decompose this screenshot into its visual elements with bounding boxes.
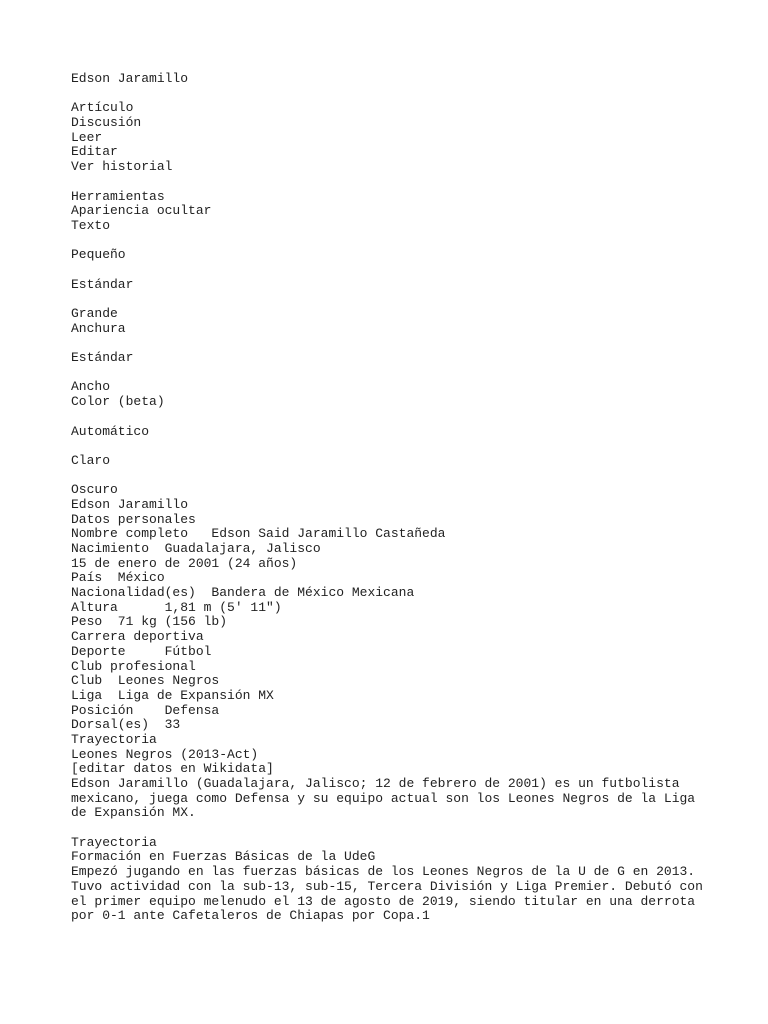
text-size-option-grande[interactable]: Grande bbox=[71, 306, 118, 321]
tab-discusion[interactable]: Discusión bbox=[71, 115, 142, 131]
article-page bbox=[71, 72, 711, 924]
spacer bbox=[71, 410, 711, 425]
tab-ver-historial[interactable]: Ver historial bbox=[71, 159, 173, 175]
spacer bbox=[71, 469, 711, 484]
infobox-peso: Peso 71 kg (156 lb) bbox=[71, 614, 228, 630]
color-option-claro[interactable]: Claro bbox=[71, 452, 111, 468]
infobox-trayectoria-item[interactable]: Leones Negros (2013-Act) bbox=[71, 746, 259, 762]
spacer bbox=[71, 175, 711, 190]
infobox-nacimiento: Nacimiento Guadalajara, Jalisco bbox=[71, 541, 321, 556]
article-body: Empezó jugando en las fuerzas básicas de los Leones Negros de la U de G en 2013. Tuvo actividad con la sub-13, sub-15, Tercera División y Liga Premier. Debutó con el primer equipo melenudo el 13 de agosto de 2019, siendo titular en una derrota por 0-1 ante Cafetaleros de Chiapas por Copa.1 bbox=[71, 864, 703, 924]
width-option-ancho[interactable]: Ancho bbox=[71, 379, 111, 395]
infobox-altura: Altura 1,81 m (5' 11") bbox=[71, 599, 282, 615]
infobox-carrera-header: Carrera deportiva bbox=[71, 629, 204, 645]
infobox-club-header: Club profesional bbox=[71, 658, 196, 674]
infobox-nacionalidad: Nacionalidad(es) Bandera de México Mexicana bbox=[71, 585, 415, 601]
apariencia-toggle[interactable]: Apariencia ocultar bbox=[71, 203, 212, 219]
spacer bbox=[71, 87, 711, 102]
infobox-nombre-completo: Nombre completo Edson Said Jaramillo Castañeda bbox=[71, 526, 446, 542]
edit-wikidata-link[interactable]: [editar datos en Wikidata] bbox=[71, 761, 274, 777]
spacer bbox=[71, 439, 711, 454]
infobox-club: Club Leones Negros bbox=[71, 673, 220, 689]
spacer bbox=[71, 292, 711, 307]
color-option-oscuro[interactable]: Oscuro bbox=[71, 482, 118, 498]
tab-articulo[interactable]: Artículo bbox=[71, 100, 134, 116]
infobox-pais: País México bbox=[71, 570, 165, 586]
tab-leer[interactable]: Leer bbox=[71, 129, 103, 145]
page-title: Edson Jaramillo bbox=[71, 71, 189, 86]
tab-editar[interactable]: Editar bbox=[71, 144, 118, 160]
spacer bbox=[71, 336, 711, 351]
article-intro: Edson Jaramillo (Guadalajara, Jalisco; 12 de febrero de 2001) es un futbolista mexicano, juega como Defensa y su equipo actual son los Leones Negros de la Liga de Expansión MX. bbox=[71, 776, 696, 821]
spacer bbox=[71, 821, 711, 836]
infobox-personal-header: Datos personales bbox=[71, 511, 196, 527]
text-size-option-estandar[interactable]: Estándar bbox=[71, 276, 134, 292]
text-size-option-pequeno[interactable]: Pequeño bbox=[71, 247, 126, 263]
spacer bbox=[71, 366, 711, 381]
width-option-estandar[interactable]: Estándar bbox=[71, 350, 134, 366]
spacer bbox=[71, 263, 711, 278]
section-heading-trayectoria: Trayectoria bbox=[71, 834, 157, 850]
spacer bbox=[71, 234, 711, 249]
anchura-label: Anchura bbox=[71, 320, 126, 336]
infobox-title: Edson Jaramillo bbox=[71, 496, 189, 512]
texto-label: Texto bbox=[71, 217, 111, 233]
color-label: Color (beta) bbox=[71, 394, 165, 410]
color-option-automatico[interactable]: Automático bbox=[71, 423, 150, 439]
infobox-nacimiento-fecha: 15 de enero de 2001 (24 años) bbox=[71, 555, 298, 571]
infobox-trayectoria-header: Trayectoria bbox=[71, 731, 157, 747]
herramientas-menu[interactable]: Herramientas bbox=[71, 188, 165, 204]
subsection-heading-formacion: Formación en Fuerzas Básicas de la UdeG bbox=[71, 849, 376, 865]
infobox-posicion: Posición Defensa bbox=[71, 702, 220, 718]
infobox-dorsal: Dorsal(es) 33 bbox=[71, 717, 181, 733]
infobox-liga: Liga Liga de Expansión MX bbox=[71, 687, 274, 703]
infobox-deporte: Deporte Fútbol bbox=[71, 643, 212, 659]
